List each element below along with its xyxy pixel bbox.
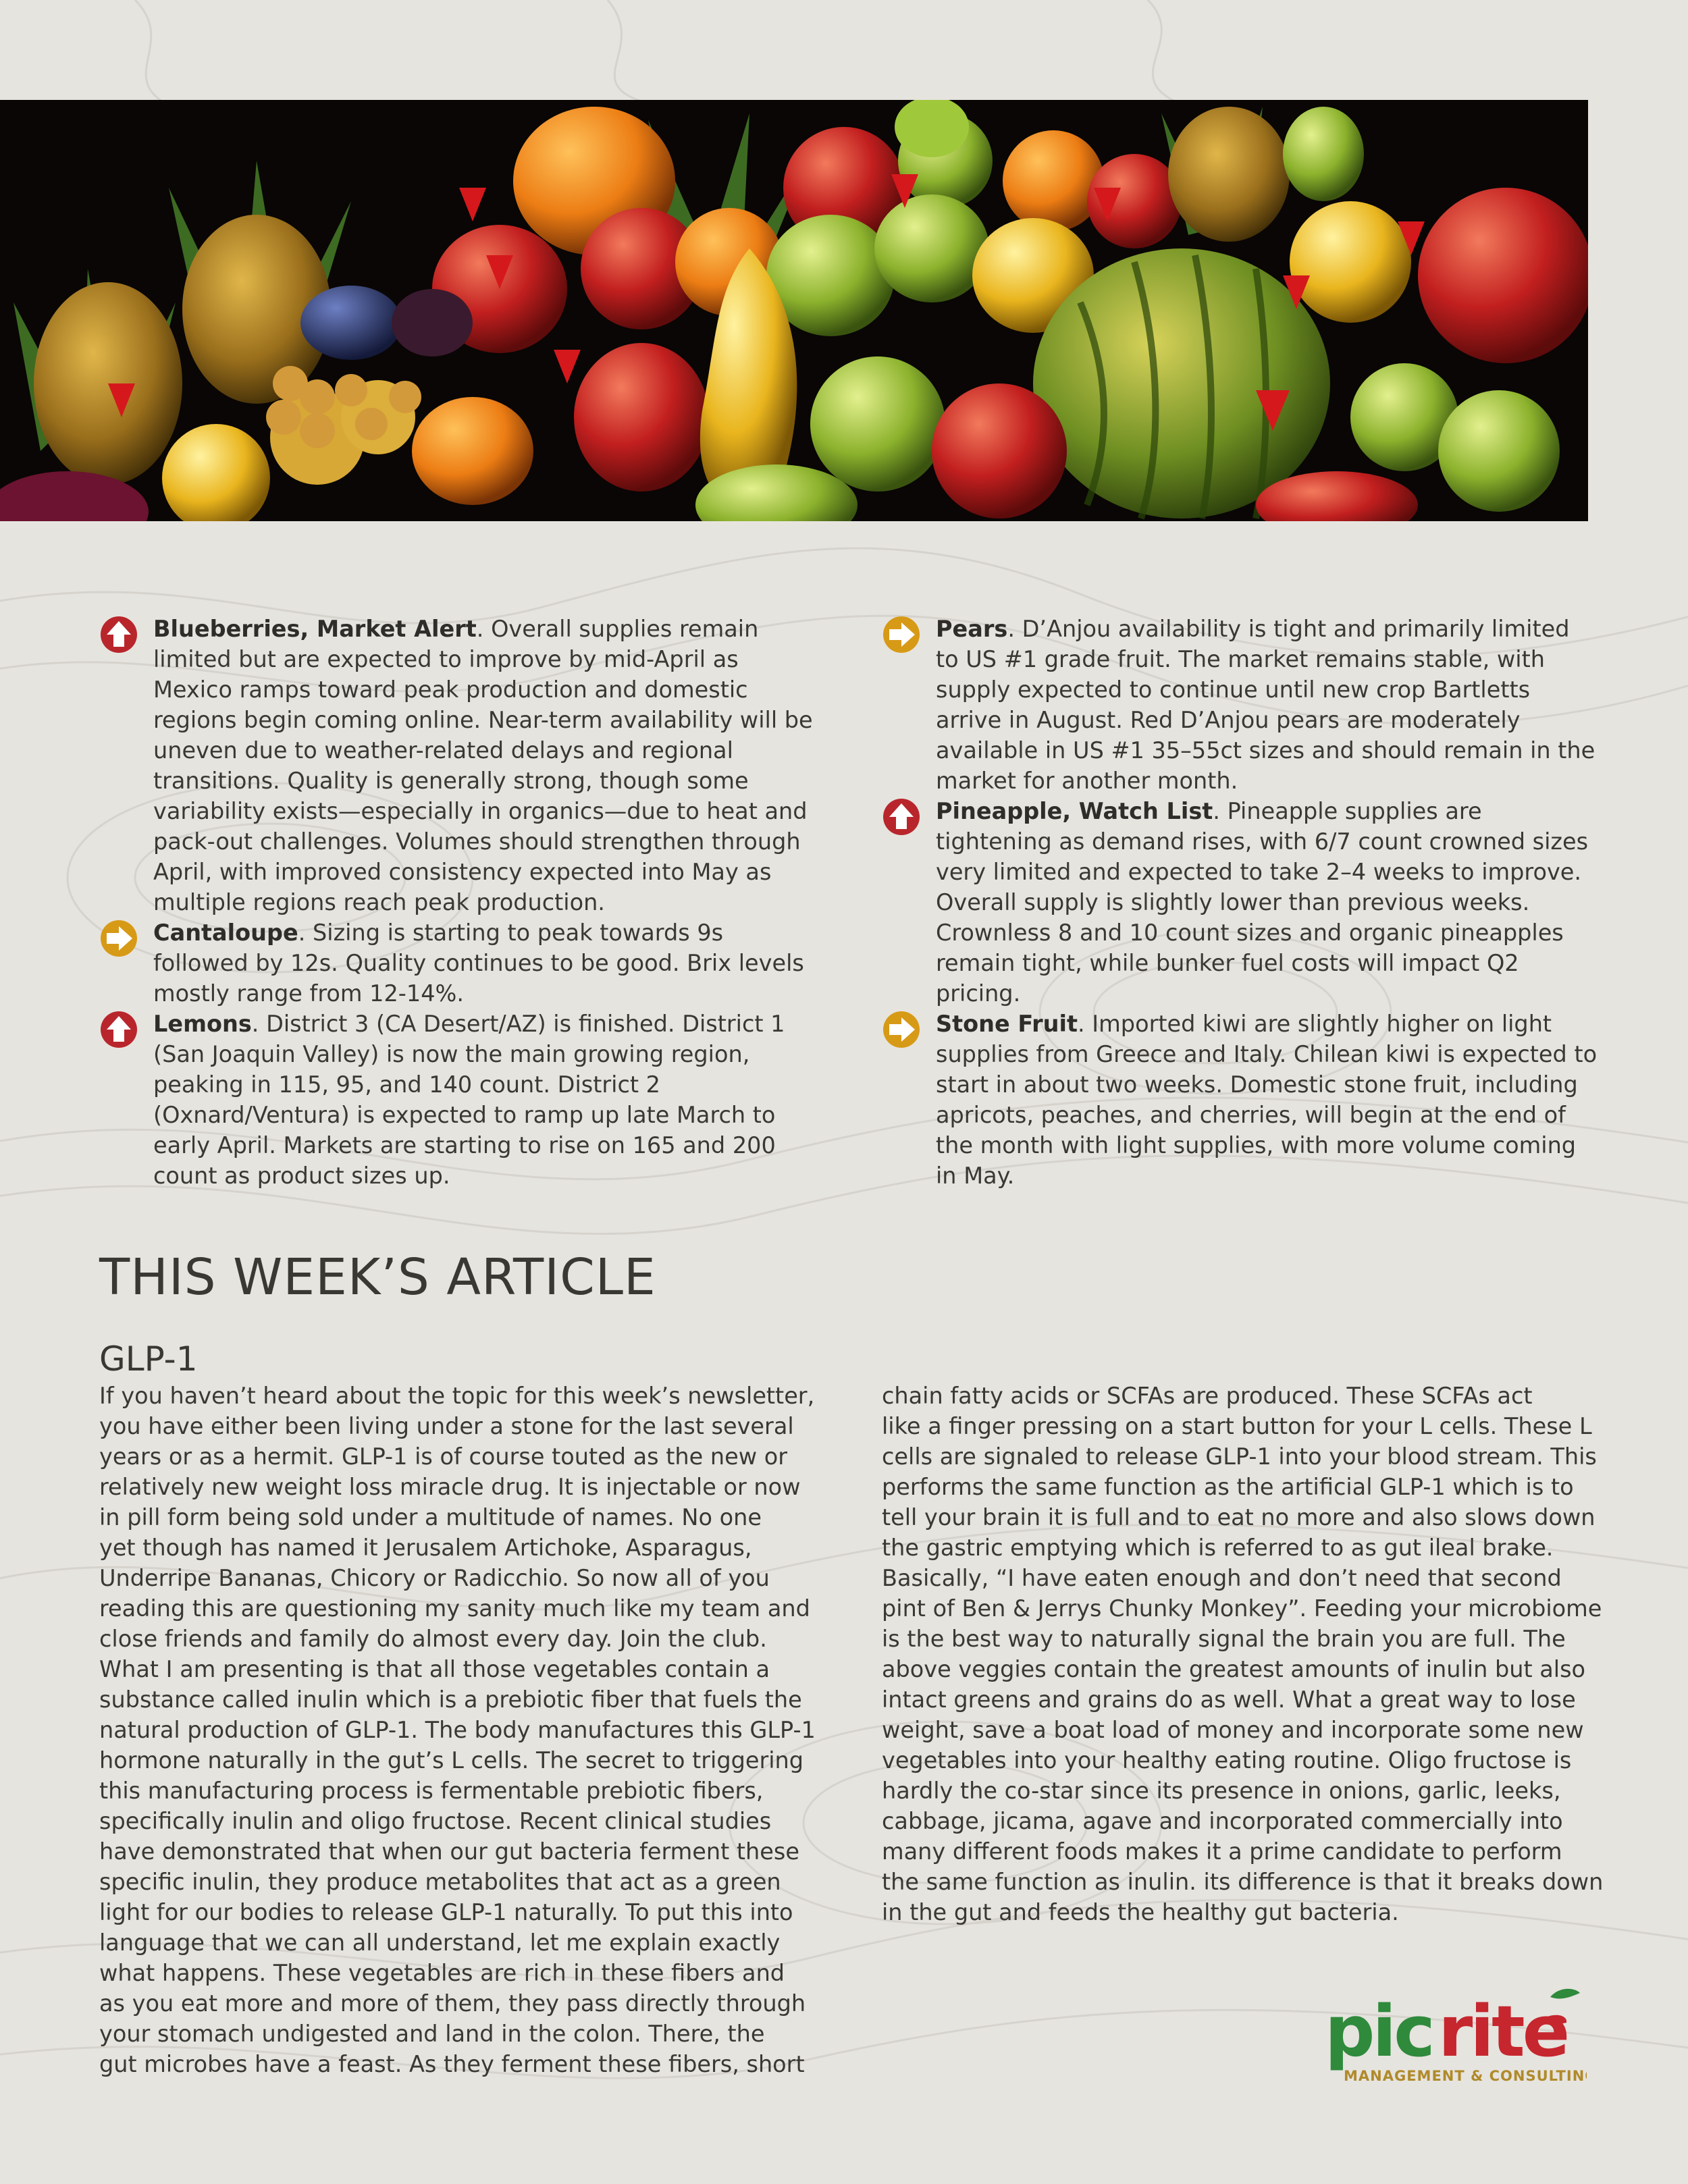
market-item-pineapple (882, 796, 1598, 1009)
logo-tagline: MANAGEMENT & CONSULTING (1344, 2068, 1587, 2084)
right-arrow-icon (99, 919, 138, 958)
market-item-text: . D’Anjou availability is tight and primarily limited to US #1 grade fruit. The market remains stable, with supply expected to continue until new crop Bartletts arrive in August. Red D’Anjou pears are moderately available in US #1 35–55ct sizes and should remain in the market for another month. (936, 616, 1595, 794)
svg-text:pic: pic (1325, 1990, 1433, 2073)
market-item-text: . District 3 (CA Desert/AZ) is finished. District 1 (San Joaquin Valley) is now the main growing region, peaking in 115, 95, and 140 count. District 2 (Oxnard/Ventura) is expected to ramp up late March to early April. Markets are starting to rise on 165 and 200 count as product sizes up. (153, 1011, 785, 1189)
article-section-heading: THIS WEEK’S ARTICLE (99, 1248, 656, 1306)
market-item-title: Blueberries, Market Alert (153, 616, 477, 642)
right-arrow-icon (882, 1010, 921, 1049)
picrite-logo (1323, 1985, 1587, 2086)
market-item-blueberries (99, 614, 815, 917)
market-item-title: Cantaloupe (153, 920, 298, 946)
market-item-pears (882, 614, 1598, 796)
article-column-1: If you haven’t heard about the topic for this week’s newsletter, you have either been living under a stone for the last several years or as a hermit. GLP-1 is of course touted as the new or relatively new weight loss miracle drug. It is injectable or now in pill form being sold under a multitude of names. No one yet though has named it Jerusalem Artichoke, Asparagus, Underripe Bananas, Chicory or Radicchio. So now all of you reading this are questioning my sanity much like my team and close friends and family do almost every day. Join the club. What I am presenting is that all those vegetables contain a substance called inulin which is a prebiotic fiber that fuels the natural production of GLP-1. The body manufactures this GLP-1 hormone naturally in the gut’s L cells. The secret to triggering this manufacturing process is fermentable prebiotic fibers, specifically inulin and oligo fructose. Recent clinical studies have demonstrated that when our gut bacteria ferment these specific inulin, they produce metabolites that act as a green light for our bodies to release GLP-1 naturally. To put this into language that we can all understand, let me explain exactly what happens. These vegetables are rich in these fibers and as you eat more and more of them, they pass directly through your stomach undigested and land in the colon. There, the gut microbes have a feast. As they ferment these fibers, short (99, 1383, 816, 2077)
market-item-text: . Sizing is starting to peak towards 9s followed by 12s. Quality continues to be good. Brix levels mostly range from 12-14%. (153, 920, 804, 1007)
market-item-title: Pineapple, Watch List (936, 798, 1213, 824)
right-arrow-icon (882, 615, 921, 654)
market-item-cantaloupe (99, 917, 815, 1009)
market-item-text: . Pineapple supplies are tightening as demand rises, with 6/7 count crowned sizes very limited and expected to take 2–4 weeks to improve. Overall supply is slightly lower than previous weeks. Crownless 8 and 10 count sizes and organic pineapples remain tight, while bunker fuel costs will impact Q2 pricing. (936, 798, 1589, 1007)
article-title: GLP-1 (99, 1339, 198, 1379)
market-item-text: . Imported kiwi are slightly higher on light supplies from Greece and Italy. Chilean kiwi is expected to start in about two weeks. Domestic stone fruit, including apricots, peaches, and cherries, will begin at the end of the month with light supplies, with more volume coming in May. (936, 1011, 1598, 1189)
article-column-2: chain fatty acids or SCFAs are produced. These SCFAs act like a finger pressing on a start button for your L cells. These L cells are signaled to release GLP-1 into your blood stream. This performs the same function as the artificial GLP-1 which is to tell your brain it is full and to eat no more and also slows down the gastric emptying which is referred to as gut ileal brake. Basically, “I have eaten enough and don’t need that second pint of Ben & Jerrys Chunky Monkey”. Feeding your microbiome is the best way to naturally signal the brain you are full. The above veggies contain the greatest amounts of inulin but also intact greens and grains do as well. What a great way to lose weight, save a boat load of money and incorporate some new vegetables into your healthy eating routine. Oligo fructose is hardly the co-star since its presence in onions, garlic, leeks, cabbage, jicama, agave and incorporated commercially into many different foods makes it a prime candidate to perform the same function as inulin. its difference is that it breaks down in the gut and feeds the healthy gut bacteria. (882, 1383, 1604, 1925)
market-item-title: Lemons (153, 1011, 252, 1037)
market-item-stone-fruit (882, 1009, 1598, 1191)
market-item-title: Stone Fruit (936, 1011, 1078, 1037)
svg-text:rite: rite (1438, 1990, 1568, 2073)
hero-fruit-image (0, 100, 1588, 521)
market-column-left (99, 614, 815, 1191)
market-item-title: Pears (936, 616, 1008, 642)
up-arrow-icon (882, 797, 921, 836)
up-arrow-icon (99, 1010, 138, 1049)
market-column-right (882, 614, 1598, 1191)
market-item-text: . Overall supplies remain limited but are expected to improve by mid-April as Mexico ramps toward peak production and domestic regions begin coming online. Near-term availability will be uneven due to weather-related delays and regional transitions. Quality is generally strong, though some variability exists—especially in organics—due to heat and pack-out challenges. Volumes should strengthen through April, with improved consistency expected into May as multiple regions reach peak production. (153, 616, 813, 915)
up-arrow-icon (99, 615, 138, 654)
market-item-lemons (99, 1009, 815, 1191)
